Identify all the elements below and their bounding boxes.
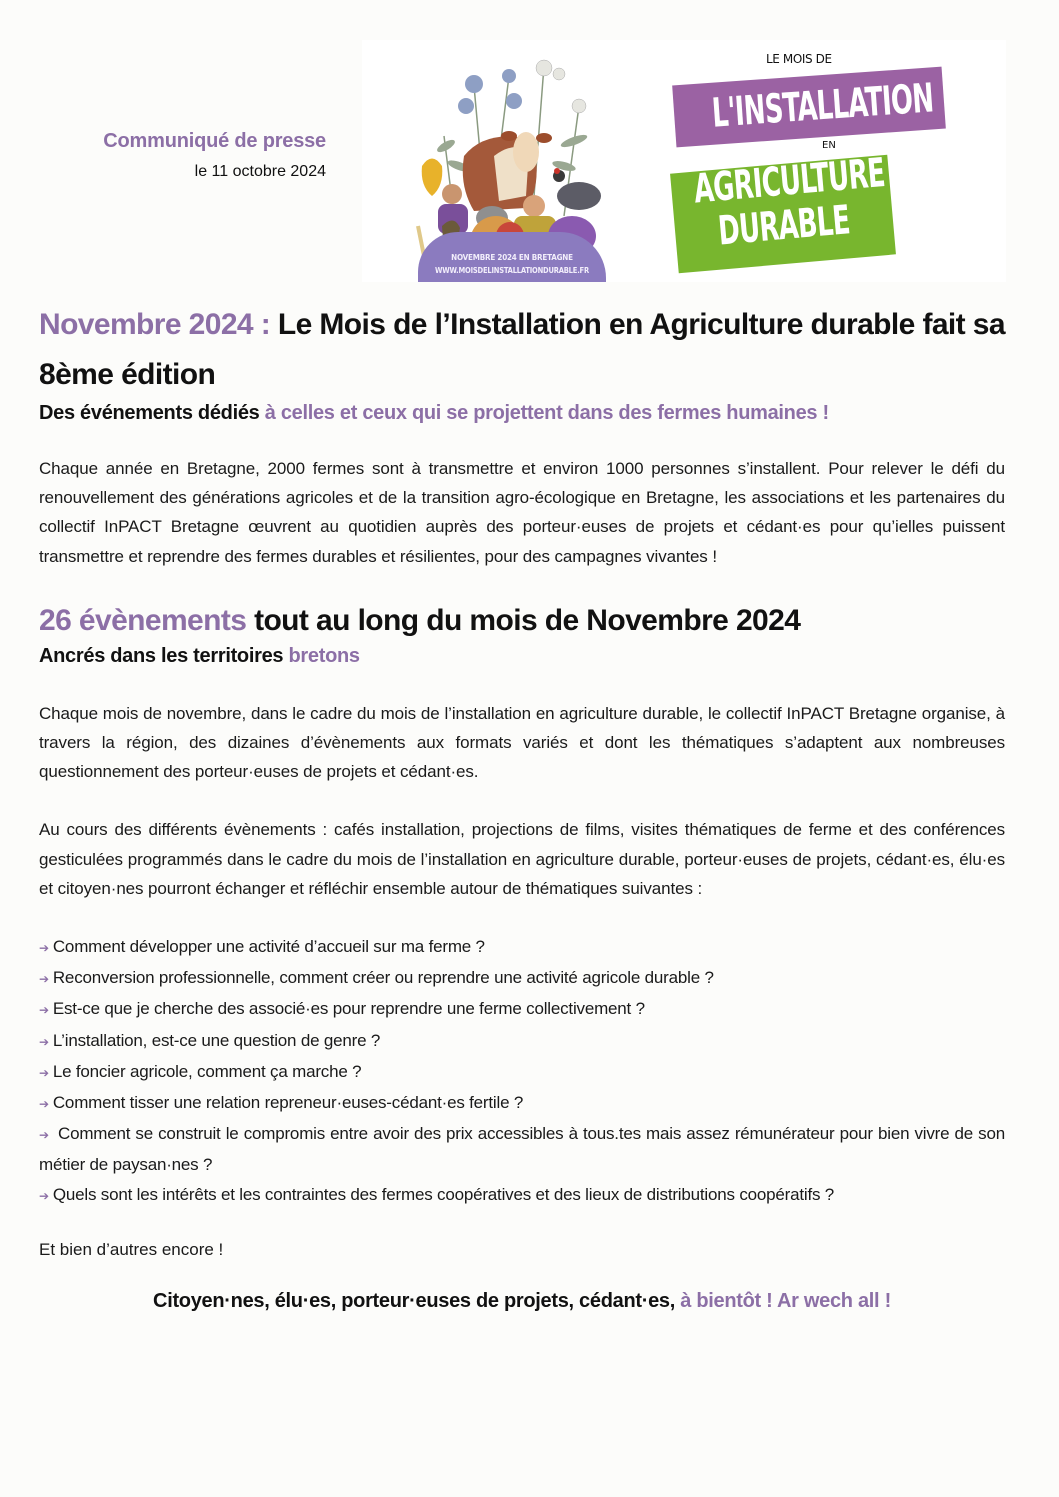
section1-subtitle-highlight: à celles et ceux qui se projettent dans des fermes humaines ! bbox=[264, 402, 829, 424]
right-arrow-icon: ➔ bbox=[39, 1003, 49, 1018]
right-arrow-icon: ➔ bbox=[39, 1188, 49, 1203]
list-item-text: Le foncier agricole, comment ça marche ? bbox=[52, 1061, 362, 1081]
right-arrow-icon: ➔ bbox=[39, 1065, 49, 1080]
list-item-text: Quels sont les intérêts et les contraintes des fermes coopératives et des lieux de distributions coopératifs ? bbox=[52, 1184, 835, 1204]
poster-illustration bbox=[414, 46, 610, 282]
list-item-text: Comment développer une activité d’accueil sur ma ferme ? bbox=[52, 937, 485, 957]
right-arrow-icon: ➔ bbox=[39, 1128, 49, 1143]
section2-subtitle-plain: Ancrés dans les territoires bbox=[39, 644, 289, 667]
right-arrow-icon: ➔ bbox=[39, 941, 49, 956]
section1-title bbox=[39, 300, 1005, 400]
list-item bbox=[39, 1180, 1005, 1211]
list-item bbox=[39, 932, 1005, 963]
section2-subtitle bbox=[39, 643, 1005, 669]
section2-title-highlight: 26 évènements bbox=[39, 603, 247, 637]
list-item bbox=[39, 1088, 1005, 1119]
section2-paragraph-2: Au cours des différents évènements : cafés installation, projections de films, visites thématiques de ferme et des conférences gesticulées programmés dans le cadre du mois de l’installation en agriculture durable, porteur·euses de projets, cédant·es, élu·es et citoyen·nes pourront échanger et réfléchir ensemble autour de thématiques suivantes : bbox=[39, 820, 1005, 898]
press-release-body bbox=[39, 300, 1005, 1313]
themes-list bbox=[39, 932, 1005, 1211]
right-arrow-icon: ➔ bbox=[39, 1097, 49, 1112]
logo-durable-text: DURABLE bbox=[716, 197, 852, 255]
section2-title bbox=[39, 601, 1005, 641]
poster-url-text: WWW.MOISDELINSTALLATIONDURABLE.FR bbox=[435, 266, 589, 275]
section2-subtitle-highlight: bretons bbox=[288, 644, 360, 667]
section1-subtitle-plain: Des événements dédiés bbox=[39, 402, 265, 424]
logo-agriculture-durable bbox=[692, 150, 887, 256]
event-banner bbox=[362, 40, 1006, 282]
list-item bbox=[39, 994, 1005, 1025]
right-arrow-icon: ➔ bbox=[39, 972, 49, 987]
logo-agriculture-text: AGRICULTURE bbox=[692, 150, 887, 213]
list-item bbox=[39, 963, 1005, 994]
final-message bbox=[39, 1290, 1005, 1313]
list-item-text: Comment se construit le compromis entre avoir des prix accessibles à tous.tes mais assez rémunérateur pour bien vivre de son métier de paysan·nes ? bbox=[39, 1124, 1005, 1175]
logo-installation-text: L'INSTALLATION bbox=[710, 75, 935, 137]
logo-le-mois-de: LE MOIS DE bbox=[766, 52, 832, 66]
poster-date-text: NOVEMBRE 2024 EN BRETAGNE bbox=[451, 253, 573, 262]
right-arrow-icon: ➔ bbox=[39, 1034, 49, 1049]
section2-paragraph-1: Chaque mois de novembre, dans le cadre du mois de l’installation en agriculture durable, le collectif InPACT Bretagne organise, à travers la région, des dizaines d’évènements aux formats variés et dont les thématiques s’adaptent aux nombreuses questionnement des porteur·euses de projets et cédant·es. bbox=[39, 703, 1005, 782]
press-release-label: Communiqué de presse bbox=[103, 130, 326, 152]
list-item-text: L’installation, est-ce une question de genre ? bbox=[52, 1030, 381, 1050]
section1-title-highlight: Novembre 2024 : bbox=[39, 308, 271, 341]
list-item bbox=[39, 1026, 1005, 1057]
list-item bbox=[39, 1057, 1005, 1088]
final-message-plain: Citoyen·nes, élu·es, porteur·euses de projets, cédant·es, bbox=[153, 1289, 681, 1312]
list-item-text: Reconversion professionnelle, comment créer ou reprendre une activité agricole durable ? bbox=[52, 968, 714, 988]
section2-title-rest: tout au long du mois de Novembre 2024 bbox=[246, 603, 801, 637]
final-message-highlight: à bientôt ! Ar wech all ! bbox=[680, 1289, 891, 1312]
list-item bbox=[39, 1119, 1005, 1179]
section1-title-rest: Le Mois de l’Installation en Agriculture durable fait sa 8ème édition bbox=[39, 308, 1005, 391]
list-item-text: Comment tisser une relation repreneur·euses-cédant·es fertile ? bbox=[52, 1093, 524, 1113]
section1-subtitle bbox=[39, 400, 1005, 426]
logo-en-text: EN bbox=[822, 140, 836, 151]
press-release-header bbox=[103, 130, 326, 181]
closing-line: Et bien d’autres encore ! bbox=[39, 1239, 224, 1259]
list-item-text: Est-ce que je cherche des associé·es pour reprendre une ferme collectivement ? bbox=[52, 999, 645, 1019]
section1-paragraph: Chaque année en Bretagne, 2000 fermes sont à transmettre et environ 1000 personnes s’installent. Pour relever le défi du renouvellement des générations agricoles et de la transition agro-écologique en Bretagne, les associations et les partenaires du collectif InPACT Bretagne œuvrent au quotidien auprès des porteur·euses de projets et cédant·es pour qu’ielles puissent transmettre et reprendre des fermes durables et résilientes, pour des campagnes vivantes ! bbox=[39, 459, 1005, 566]
press-release-date: le 11 octobre 2024 bbox=[194, 163, 326, 180]
